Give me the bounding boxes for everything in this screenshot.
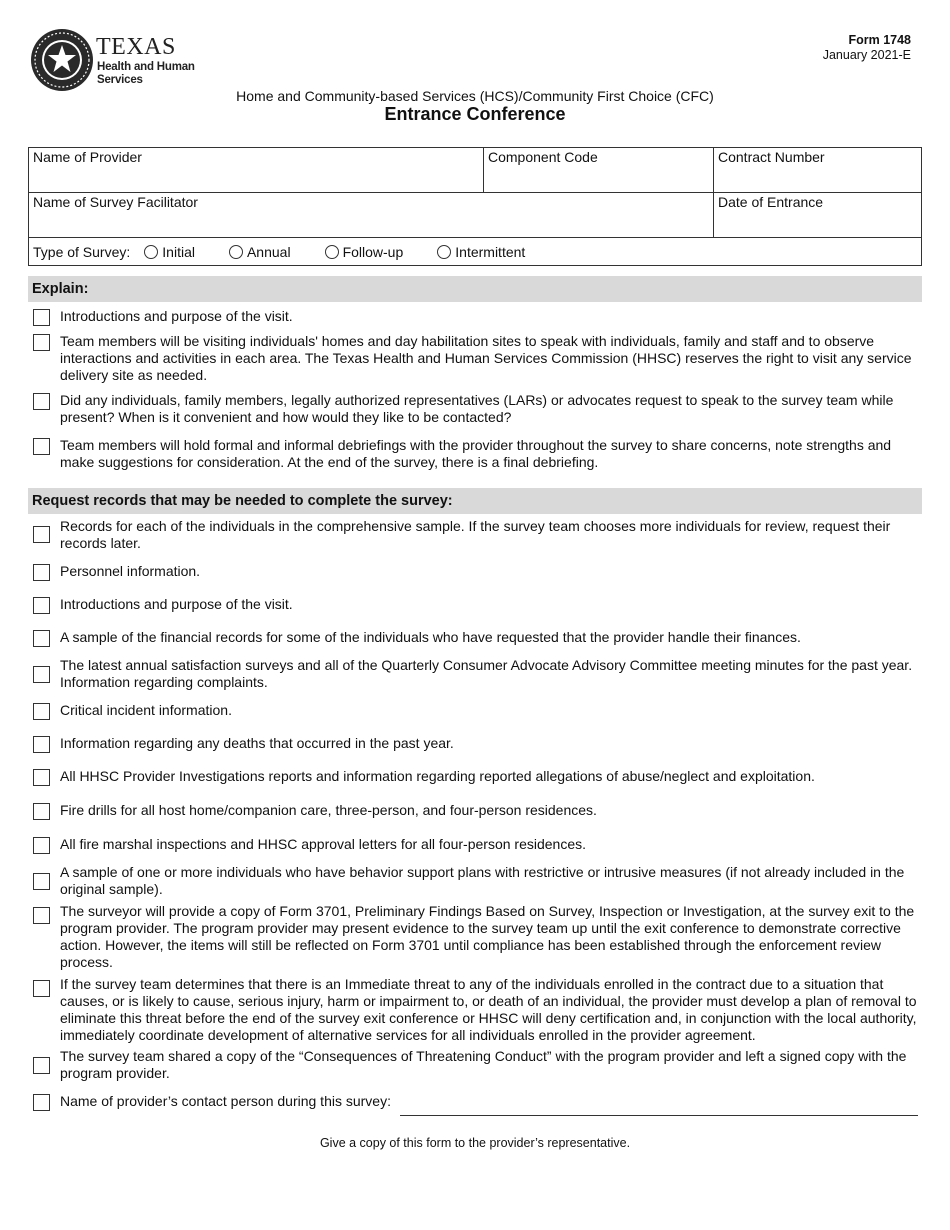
item-text: Name of provider’s contact person during this survey:: [60, 1093, 391, 1109]
contract-number-field[interactable]: [714, 148, 921, 192]
checkbox[interactable]: [33, 980, 50, 997]
item-text: Team members will hold formal and informal debriefings with the provider throughout the survey to share concerns, note strengths and make suggestions for consideration. At the end of the survey, there is a final debriefing.: [60, 437, 892, 470]
checkbox[interactable]: [33, 438, 50, 455]
section-explain-heading: Explain:: [28, 276, 922, 302]
info-row-1: [29, 148, 921, 193]
radio-intermittent-label: Intermittent: [455, 243, 526, 260]
item-text: Fire drills for all host home/companion care, three-person, and four-person residences.: [60, 802, 597, 818]
checkbox[interactable]: [33, 564, 50, 581]
radio-annual[interactable]: [229, 244, 291, 260]
checkbox[interactable]: [33, 666, 50, 683]
radio-annual-label: Annual: [246, 243, 291, 260]
item-text: The surveyor will provide a copy of Form 3701, Preliminary Findings Based on Survey, Inspection or Investigation, at the survey exit to the program provider. The program provider may present evidence to the survey team up until the exit conference to demonstrate corrective action. However, the items will still be reflected on Form 3701 until compliance has been established through the enforcement review process.: [60, 903, 915, 970]
info-row-2: [29, 193, 921, 238]
texas-seal-icon: [30, 28, 94, 92]
radio-initial-label: Initial: [162, 243, 195, 260]
provider-name-field[interactable]: [29, 148, 484, 192]
radio-initial[interactable]: [144, 244, 195, 260]
checkbox[interactable]: [33, 334, 50, 351]
radio-follow-up-label: Follow-up: [342, 243, 404, 260]
radio-circle-icon: [437, 245, 451, 259]
item-text: Information regarding any deaths that occurred in the past year.: [60, 735, 454, 751]
checkbox[interactable]: [33, 907, 50, 924]
checkbox[interactable]: [33, 803, 50, 820]
survey-facilitator-field[interactable]: [29, 193, 714, 237]
checkbox[interactable]: [33, 1094, 50, 1111]
checkbox[interactable]: [33, 873, 50, 890]
checkbox[interactable]: [33, 630, 50, 647]
radio-circle-icon: [229, 245, 243, 259]
checkbox[interactable]: [33, 393, 50, 410]
item-text: The latest annual satisfaction surveys and all of the Quarterly Consumer Advocate Advisory Committee meeting minutes for the past year. Information regarding complaints.: [60, 657, 913, 690]
form-number-block: [823, 33, 911, 63]
form-number: Form 1748: [848, 33, 911, 47]
contract-number-label: Contract Number: [718, 149, 825, 165]
date-of-entrance-field[interactable]: [714, 193, 921, 237]
checkbox[interactable]: [33, 1057, 50, 1074]
survey-type-label: Type of Survey:: [33, 243, 131, 260]
radio-intermittent[interactable]: [437, 244, 525, 260]
item-text: Introductions and purpose of the visit.: [60, 308, 293, 324]
survey-type-row: [29, 238, 921, 265]
item-text: Critical incident information.: [60, 702, 232, 718]
page-subtitle: Home and Community-based Services (HCS)/Community First Choice (CFC): [236, 88, 714, 104]
info-table: [28, 147, 922, 266]
footer-note: Give a copy of this form to the provider’s representative.: [319, 1136, 631, 1150]
checkbox[interactable]: [33, 309, 50, 326]
checkbox[interactable]: [33, 597, 50, 614]
item-text: All HHSC Provider Investigations reports and information regarding reported allegations of abuse/neglect and exploitation.: [60, 768, 815, 784]
item-text: A sample of one or more individuals who have behavior support plans with restrictive or intrusive measures (if not already included in the original sample).: [60, 864, 905, 897]
checkbox[interactable]: [33, 837, 50, 854]
survey-facilitator-label: Name of Survey Facilitator: [33, 194, 198, 210]
checkbox[interactable]: [33, 736, 50, 753]
item-text: Records for each of the individuals in the comprehensive sample. If the survey team chooses more individuals for review, request their records later.: [60, 518, 891, 551]
provider-name-label: Name of Provider: [33, 149, 142, 165]
hhs-logo: [30, 28, 200, 94]
item-text: Personnel information.: [60, 563, 201, 579]
logo-title: TEXAS: [96, 34, 176, 60]
radio-follow-up[interactable]: [325, 244, 404, 260]
radio-circle-icon: [325, 245, 339, 259]
item-text: The survey team shared a copy of the “Consequences of Threatening Conduct” with the program provider and left a signed copy with the program provider.: [60, 1048, 907, 1081]
item-text: Introductions and purpose of the visit.: [60, 596, 293, 612]
checkbox[interactable]: [33, 703, 50, 720]
contact-person-line[interactable]: [400, 1115, 918, 1116]
checkbox[interactable]: [33, 769, 50, 786]
form-date: January 2021-E: [822, 48, 911, 62]
item-text: Did any individuals, family members, legally authorized representatives (LARs) or advocates request to speak to the survey team while present? When is it convenient and how would they like to be contacted?: [60, 392, 894, 425]
logo-line-2: Health and Human: [97, 61, 195, 73]
date-of-entrance-label: Date of Entrance: [718, 194, 824, 210]
section-records-heading: Request records that may be needed to complete the survey:: [28, 488, 922, 514]
logo-subtitle: [97, 61, 195, 87]
radio-circle-icon: [144, 245, 158, 259]
component-code-field[interactable]: [484, 148, 714, 192]
item-text: If the survey team determines that there is an Immediate threat to any of the individuals enrolled in the contract due to a situation that causes, or is likely to cause, serious injury, harm or impairment to, or death of an individual, the provider must develop a plan of removal to eliminate this threat before the end of the survey exit conference or HHSC will deny certification and, in conjunction with the local authority, immediately coordinate development of alternative services for all individuals enrolled in the provider agreement.: [60, 976, 917, 1043]
item-text: Team members will be visiting individuals' homes and day habilitation sites to speak with individuals, family and staff and to observe interactions and activities in each area. The Texas Health and Human Services Commission (HHSC) reserves the right to visit any service delivery site as needed.: [60, 333, 912, 383]
item-text: A sample of the financial records for some of the individuals who have requested that the provider handle their finances.: [60, 629, 801, 645]
component-code-label: Component Code: [488, 149, 598, 165]
logo-line-3: Services: [97, 74, 143, 86]
checkbox[interactable]: [33, 526, 50, 543]
item-text: All fire marshal inspections and HHSC approval letters for all four-person residences.: [60, 836, 587, 852]
page-title: Entrance Conference: [384, 104, 566, 124]
